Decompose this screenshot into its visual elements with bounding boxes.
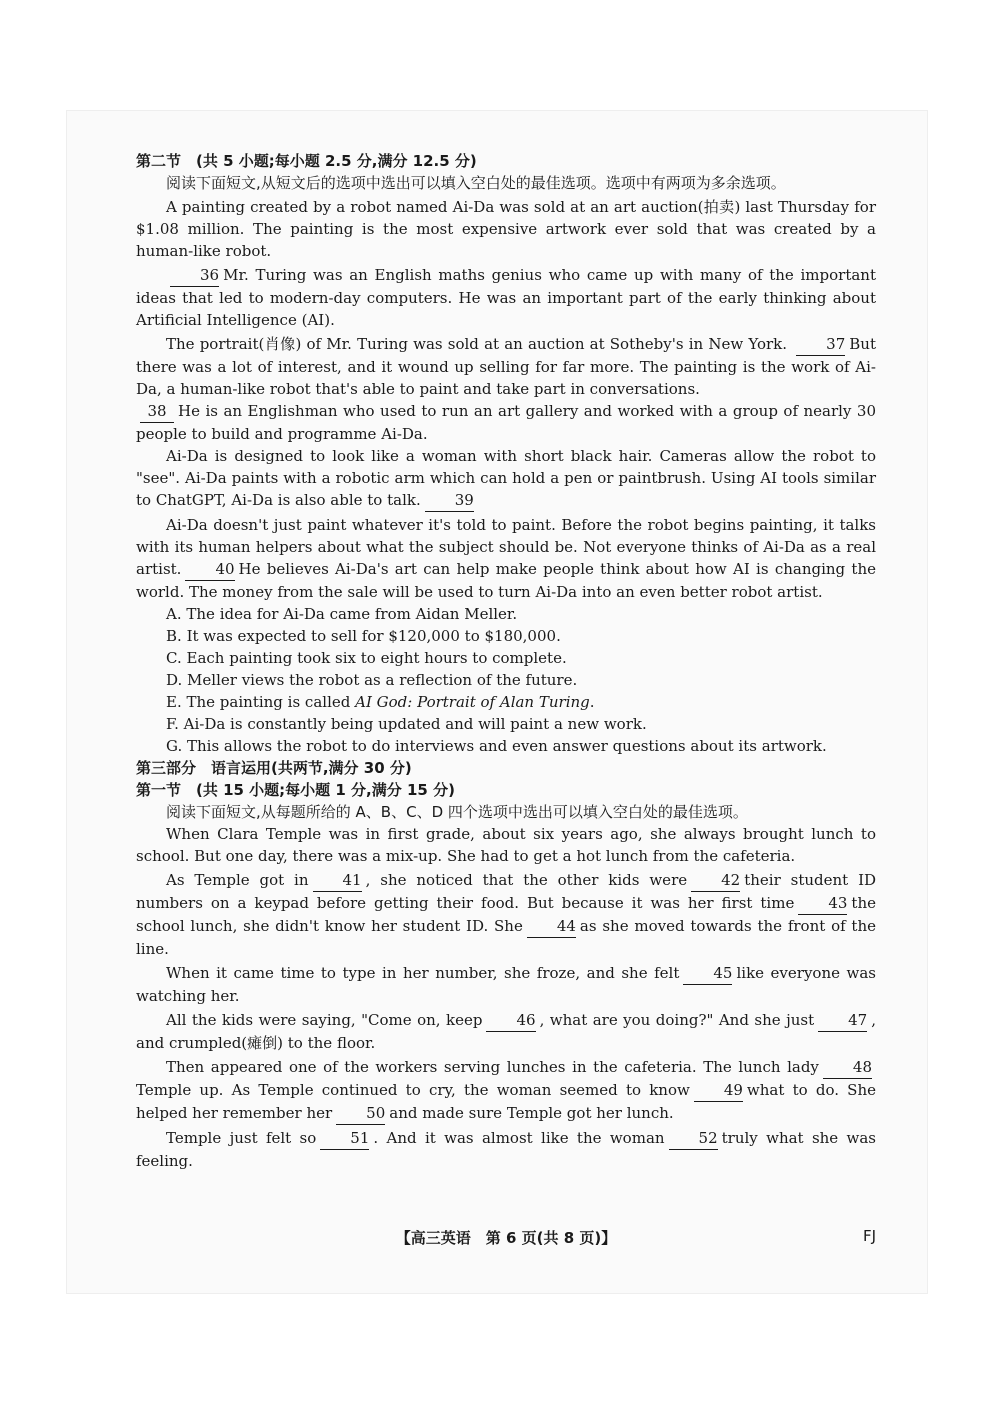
blank-46: 46 [486,1009,535,1032]
option-g: G. This allows the robot to do interviews and even answer questions about its artwork. [166,737,827,755]
section2-instruction: 阅读下面短文,从短文后的选项中选出可以填入空白处的最佳选项。选项中有两项为多余选项。 [166,174,786,192]
region-code: FJ [862,1227,876,1245]
painting-title: AI God: Portrait of Alan Turing [355,693,590,711]
option-e: E. The painting is called AI God: Portrait of Alan Turing. [166,693,595,711]
passage1-paragraph-1: A painting created by a robot named Ai-Da was sold at an art auction(拍卖) last Thursday for $1.08 million. The painting is the most expensive artwork ever sold that was created by a human-like robot. [136,198,876,260]
blank-50: 50 [336,1102,385,1125]
blank-49: 49 [694,1079,743,1102]
passage1-paragraph-4: 38 He is an Englishman who used to run an art gallery and worked with a group of nearly 30 people to build and programme Ai-Da. [136,402,876,443]
blank-41: 41 [313,869,362,892]
passage2-paragraph-6: Temple just felt so 51 . And it was almost like the woman 52 truly what she was feeling. [136,1129,877,1170]
blank-44: 44 [527,915,576,938]
blank-40: 40 [185,558,234,581]
blank-48: 48 [823,1056,872,1079]
option-b: B. It was expected to sell for $120,000 to $180,000. [166,627,561,645]
blank-38: 38 [140,400,174,423]
passage2-paragraph-1: When Clara Temple was in first grade, about six years ago, she always brought lunch to school. But one day, there was a mix-up. She had to get a hot lunch from the cafeteria. [136,825,876,865]
blank-39: 39 [425,489,474,512]
section2-heading: 第二节 (共 5 小题;每小题 2.5 分,满分 12.5 分) [136,152,477,170]
passage1-paragraph-2: 36 Mr. Turing was an English maths genius who came up with many of the important ideas that led to modern-day computers. He was an important part of the early thinking about Artificial Intelligence (AI). [136,266,876,329]
passage1-paragraph-6: Ai-Da doesn't just paint whatever it's told to paint. Before the robot begins painting, it talks with its human helpers about what the subject should be. Not everyone thinks of Ai-Da as a real artist. 40 He believes Ai-Da's art can help make people think about how AI is changing the world. The money from the sale will be used to turn Ai-Da into an even better robot artist. [136,516,876,601]
passage1-paragraph-5: Ai-Da is designed to look like a woman with short black hair. Cameras allow the robot to "see". Ai-Da paints with a robotic arm which can hold a pen or paintbrush. Using AI tools similar to ChatGPT, Ai-Da is also able to talk. 39 [136,445,876,512]
passage1-paragraph-3: The portrait(肖像) of Mr. Turing was sold at an auction at Sotheby's in New York. 37 But there was a lot of interest, and it wound up selling for far more. The painting is the work of Ai-Da, a human-like robot that's able to paint and take part in conversations. [136,335,876,398]
passage2-paragraph-3: When it came time to type in her number, she froze, and she felt 45 like everyone was watching her. [136,964,876,1005]
part3-heading: 第三部分 语言运用(共两节,满分 30 分) [136,759,412,777]
blank-47: 47 [818,1009,867,1032]
blank-45: 45 [683,962,732,985]
exam-content [136,150,876,1172]
blank-37: 37 [796,333,845,356]
blank-51: 51 [320,1127,369,1150]
part3-section1-heading: 第一节 (共 15 小题;每小题 1 分,满分 15 分) [136,781,455,799]
option-c: C. Each painting took six to eight hours to complete. [166,649,567,667]
blank-42: 42 [691,869,740,892]
blank-36: 36 [170,264,219,287]
option-a: A. The idea for Ai-Da came from Aidan Meller. [166,605,518,623]
part3-instruction: 阅读下面短文,从每题所给的 A、B、C、D 四个选项中选出可以填入空白处的最佳选项。 [166,803,748,821]
passage2-paragraph-5: Then appeared one of the workers serving lunches in the cafeteria. The lunch lady 48Temple up. As Temple continued to cry, the woman seemed to know 49 what to do. She helped her remember her 50 and made sure Temple got her lunch. [136,1056,876,1125]
passage2-paragraph-4: All the kids were saying, "Come on, keep 46 , what are you doing?" And she just 47 , and crumpled(瘫倒) to the floor. [136,1011,876,1052]
blank-43: 43 [798,892,847,915]
option-f: F. Ai-Da is constantly being updated and will paint a new work. [166,715,647,733]
blank-52: 52 [669,1127,718,1150]
option-d: D. Meller views the robot as a reflection of the future. [166,671,578,689]
page-footer [136,1227,876,1251]
page-number-label: 【高三英语 第 6 页(共 8 页)】 [395,1229,617,1247]
passage2-paragraph-2: As Temple got in 41 , she noticed that the other kids were 42 their student ID numbers on a keypad before getting their food. But because it was her first time 43 the school lunch, she didn't know her student ID. She 44 as she moved towards the front of the line. [136,871,877,958]
